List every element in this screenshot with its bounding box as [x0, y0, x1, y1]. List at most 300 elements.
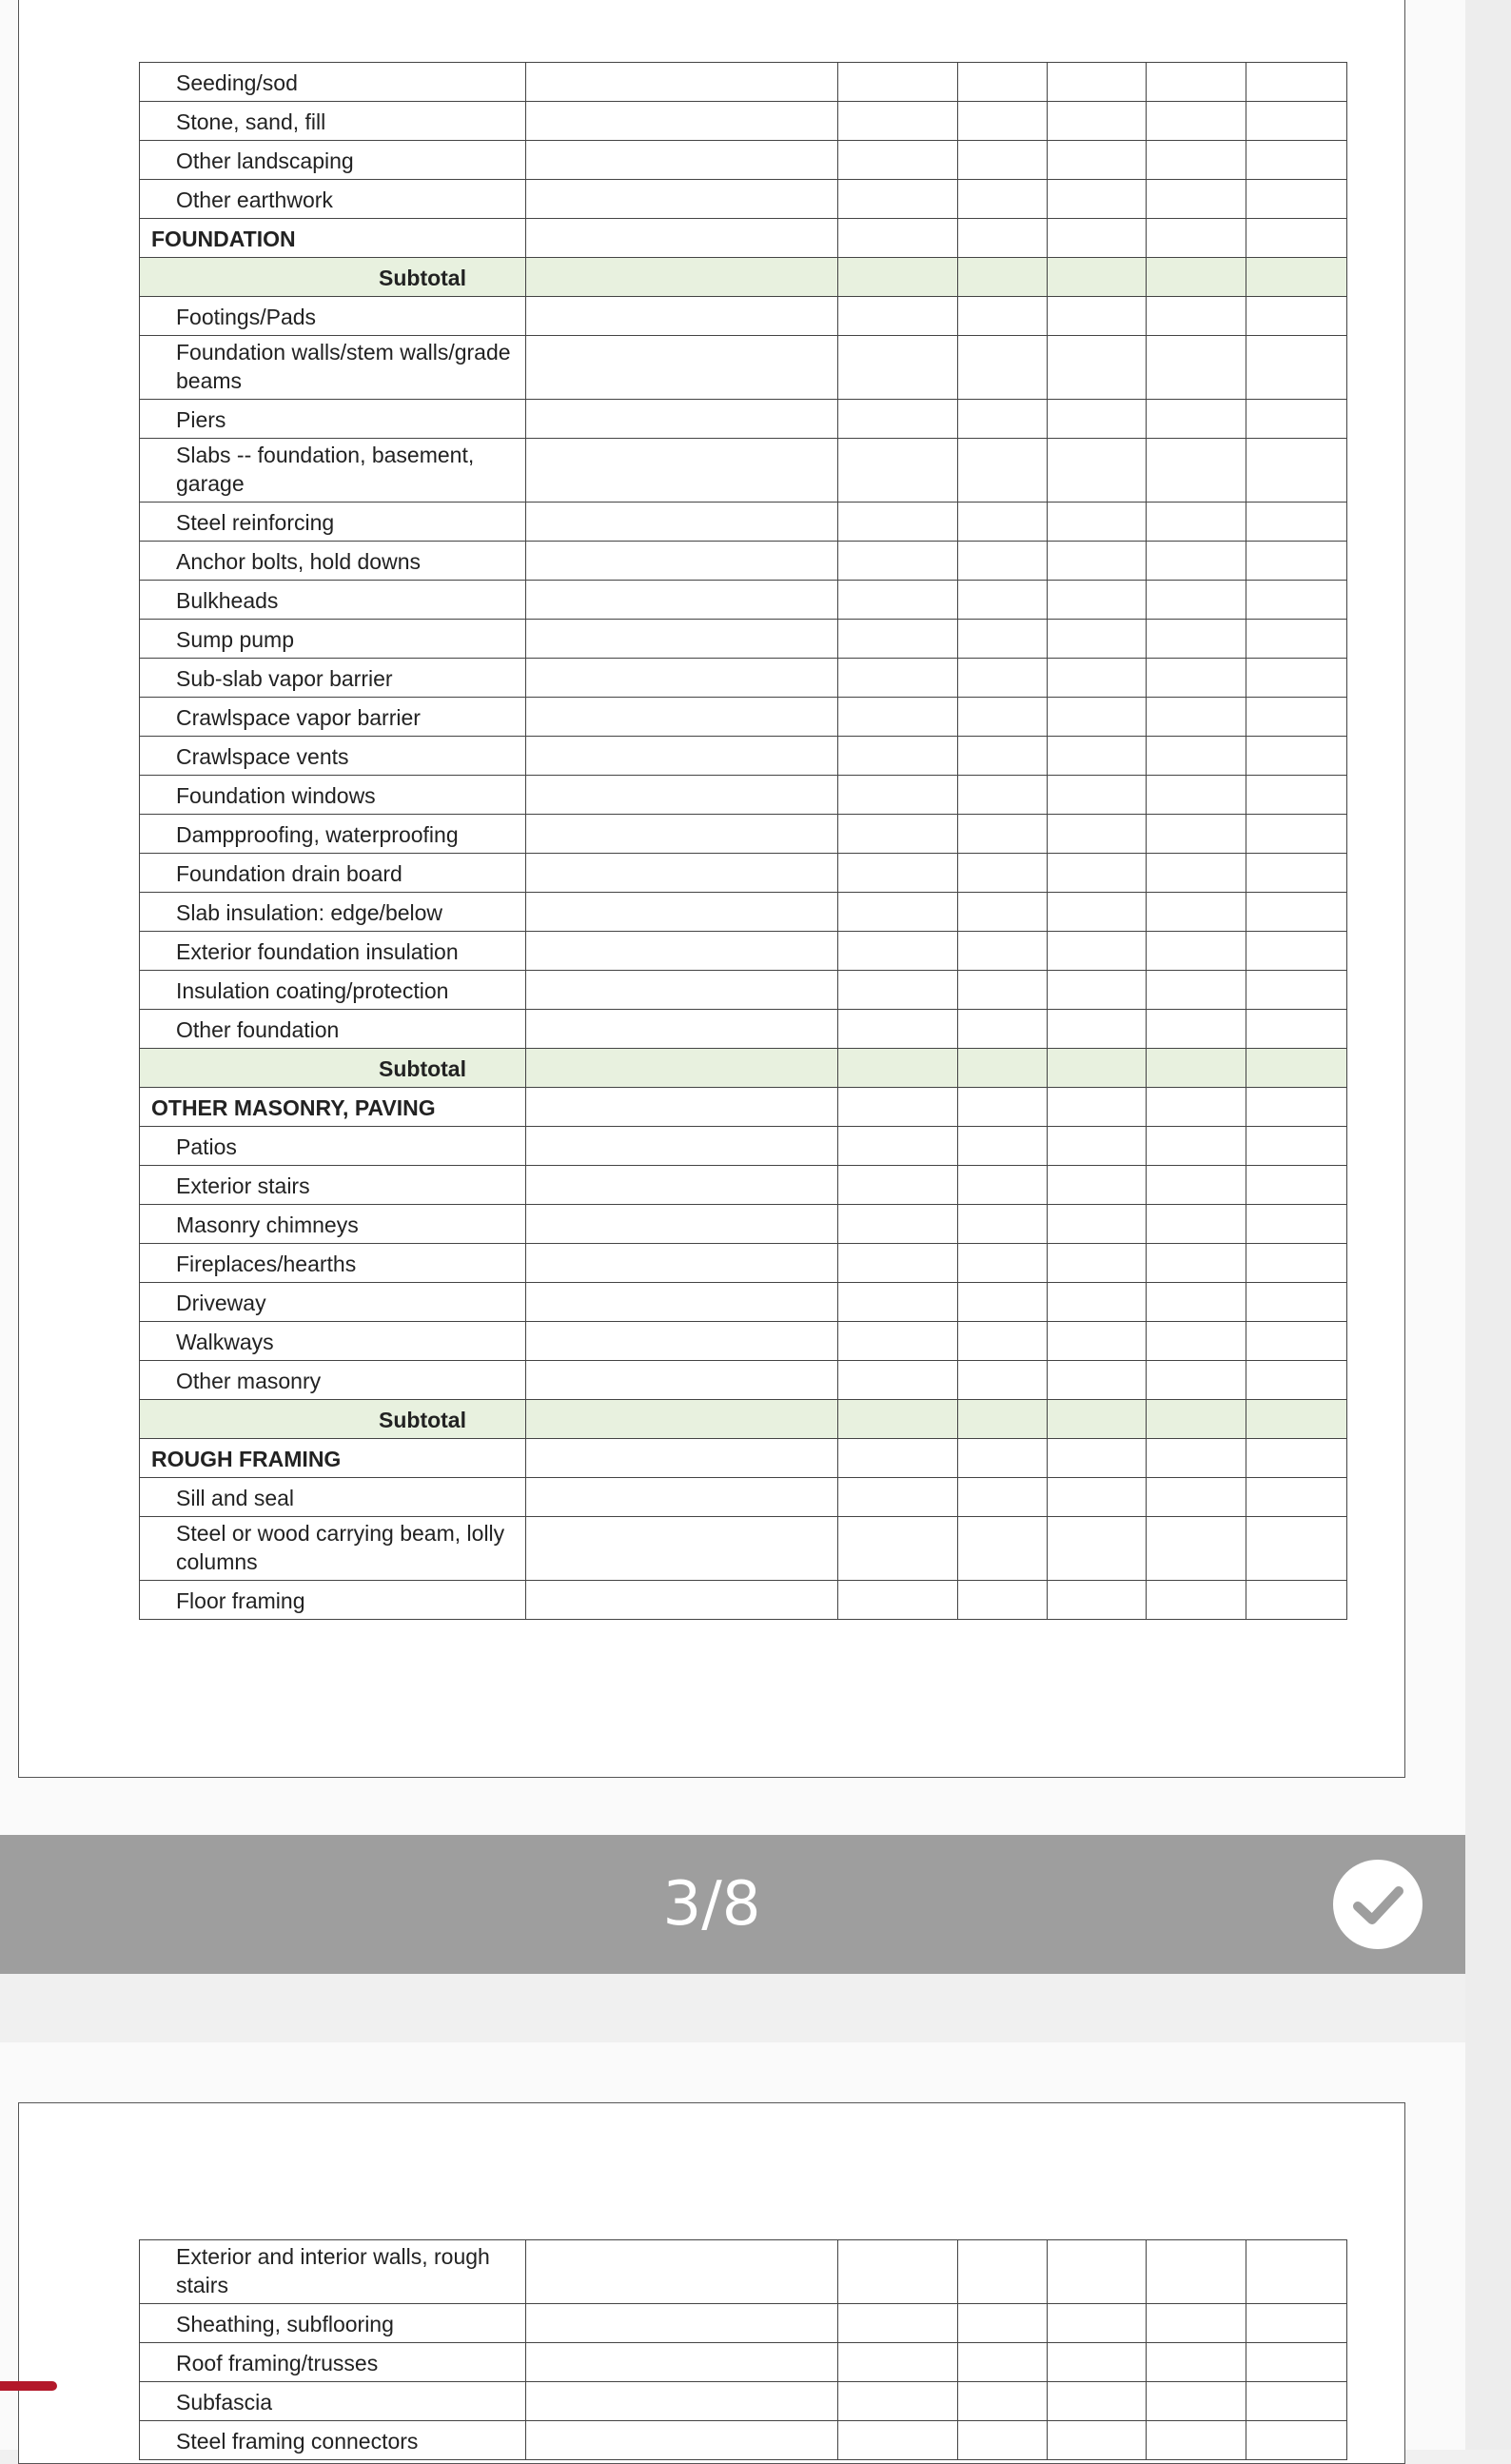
amount-cell: [958, 1010, 1048, 1049]
amount-cell: [1048, 63, 1147, 102]
amount-cell: [838, 297, 958, 336]
amount-cell: [526, 503, 838, 542]
amount-cell: [1246, 1361, 1347, 1400]
amount-cell: [1246, 815, 1347, 854]
line-item-label: Roof framing/trusses: [140, 2343, 526, 2382]
amount-cell: [838, 1439, 958, 1478]
table-row: [140, 1166, 1347, 1205]
amount-cell: [1246, 2304, 1347, 2343]
amount-cell: [526, 1439, 838, 1478]
amount-cell: [526, 1283, 838, 1322]
amount-cell: [1147, 503, 1246, 542]
amount-cell: [526, 400, 838, 439]
amount-cell: [1048, 2240, 1147, 2304]
amount-cell: [1147, 971, 1246, 1010]
amount-cell: [1147, 1361, 1246, 1400]
amount-cell: [1246, 297, 1347, 336]
amount-cell: [958, 1283, 1048, 1322]
amount-cell: [1048, 219, 1147, 258]
line-item-label: Foundation drain board: [140, 854, 526, 893]
amount-cell: [958, 1361, 1048, 1400]
amount-cell: [838, 1244, 958, 1283]
amount-cell: [958, 2382, 1048, 2421]
line-item-label: Sump pump: [140, 620, 526, 659]
amount-cell: [1048, 1205, 1147, 1244]
line-item-label: Exterior foundation insulation: [140, 932, 526, 971]
amount-cell: [1048, 180, 1147, 219]
page-gap: [0, 1974, 1465, 2042]
amount-cell: [1147, 2240, 1246, 2304]
amount-cell: [1048, 2343, 1147, 2382]
line-item-label: Bulkheads: [140, 581, 526, 620]
amount-cell: [1246, 1439, 1347, 1478]
section-header-row: [140, 1088, 1347, 1127]
amount-cell: [526, 776, 838, 815]
line-item-label: Sheathing, subflooring: [140, 2304, 526, 2343]
amount-cell: [838, 737, 958, 776]
amount-cell: [958, 2240, 1048, 2304]
amount-cell: [1048, 1244, 1147, 1283]
amount-cell: [958, 854, 1048, 893]
table-row: [140, 698, 1347, 737]
amount-cell: [1246, 503, 1347, 542]
amount-cell: [1048, 1361, 1147, 1400]
amount-cell: [1147, 141, 1246, 180]
amount-cell: [1246, 971, 1347, 1010]
amount-cell: [526, 258, 838, 297]
amount-cell: [958, 219, 1048, 258]
amount-cell: [958, 1517, 1048, 1581]
section-header-row: [140, 219, 1347, 258]
amount-cell: [1147, 297, 1246, 336]
amount-cell: [1048, 1127, 1147, 1166]
line-item-label: Sub-slab vapor barrier: [140, 659, 526, 698]
amount-cell: [958, 2343, 1048, 2382]
amount-cell: [526, 1478, 838, 1517]
amount-cell: [1246, 932, 1347, 971]
table-row: [140, 854, 1347, 893]
amount-cell: [838, 1088, 958, 1127]
amount-cell: [1147, 1322, 1246, 1361]
amount-cell: [838, 1517, 958, 1581]
amount-cell: [1048, 1581, 1147, 1620]
amount-cell: [1246, 1400, 1347, 1439]
amount-cell: [1246, 1581, 1347, 1620]
amount-cell: [1246, 1049, 1347, 1088]
table-row: [140, 1361, 1347, 1400]
amount-cell: [1048, 1283, 1147, 1322]
amount-cell: [838, 1166, 958, 1205]
amount-cell: [958, 1581, 1048, 1620]
amount-cell: [838, 776, 958, 815]
amount-cell: [838, 439, 958, 503]
amount-cell: [838, 1205, 958, 1244]
table-row: [140, 1322, 1347, 1361]
amount-cell: [1147, 63, 1246, 102]
amount-cell: [1246, 336, 1347, 400]
amount-cell: [1147, 1127, 1246, 1166]
amount-cell: [1246, 1166, 1347, 1205]
amount-cell: [1246, 893, 1347, 932]
amount-cell: [526, 893, 838, 932]
line-item-label: OTHER MASONRY, PAVING: [140, 1088, 526, 1127]
amount-cell: [1147, 258, 1246, 297]
amount-cell: [958, 1244, 1048, 1283]
line-item-label: Sill and seal: [140, 1478, 526, 1517]
amount-cell: [838, 1283, 958, 1322]
amount-cell: [1147, 854, 1246, 893]
amount-cell: [1048, 1010, 1147, 1049]
amount-cell: [1048, 1478, 1147, 1517]
amount-cell: [1048, 1439, 1147, 1478]
amount-cell: [526, 1088, 838, 1127]
amount-cell: [958, 503, 1048, 542]
line-item-label: Walkways: [140, 1322, 526, 1361]
line-item-label: Steel reinforcing: [140, 503, 526, 542]
amount-cell: [1147, 1244, 1246, 1283]
line-item-label: Slab insulation: edge/below: [140, 893, 526, 932]
amount-cell: [958, 776, 1048, 815]
amount-cell: [1246, 659, 1347, 698]
line-item-label: Masonry chimneys: [140, 1205, 526, 1244]
amount-cell: [1246, 2343, 1347, 2382]
table-row: [140, 400, 1347, 439]
amount-cell: [838, 1049, 958, 1088]
amount-cell: [1246, 2240, 1347, 2304]
amount-cell: [526, 659, 838, 698]
table-row: [140, 815, 1347, 854]
table-row: [140, 737, 1347, 776]
amount-cell: [1048, 581, 1147, 620]
page-counter: 3/8: [662, 1869, 761, 1940]
amount-cell: [1147, 737, 1246, 776]
amount-cell: [1147, 1088, 1246, 1127]
amount-cell: [1147, 620, 1246, 659]
table-row: [140, 180, 1347, 219]
table-row: [140, 1581, 1347, 1620]
table-row: [140, 1283, 1347, 1322]
amount-cell: [1246, 2421, 1347, 2460]
table-row: [140, 2421, 1347, 2460]
amount-cell: [838, 815, 958, 854]
table-row: [140, 620, 1347, 659]
table-row: [140, 1010, 1347, 1049]
amount-cell: [1048, 971, 1147, 1010]
amount-cell: [1048, 439, 1147, 503]
section-header-row: [140, 1439, 1347, 1478]
amount-cell: [1147, 776, 1246, 815]
amount-cell: [1048, 2421, 1147, 2460]
amount-cell: [1147, 1400, 1246, 1439]
amount-cell: [838, 2382, 958, 2421]
amount-cell: [1147, 400, 1246, 439]
line-item-label: Subtotal: [140, 258, 526, 297]
amount-cell: [1246, 1283, 1347, 1322]
cost-estimate-table: [139, 62, 1347, 1620]
table-row: [140, 893, 1347, 932]
amount-cell: [526, 2304, 838, 2343]
table-row: [140, 581, 1347, 620]
amount-cell: [526, 1244, 838, 1283]
amount-cell: [1246, 2382, 1347, 2421]
amount-cell: [526, 102, 838, 141]
table-row: [140, 336, 1347, 400]
amount-cell: [526, 141, 838, 180]
amount-cell: [838, 620, 958, 659]
amount-cell: [958, 1400, 1048, 1439]
amount-cell: [958, 400, 1048, 439]
amount-cell: [526, 2421, 838, 2460]
amount-cell: [838, 400, 958, 439]
table-row: [140, 102, 1347, 141]
amount-cell: [838, 219, 958, 258]
amount-cell: [838, 854, 958, 893]
page-indicator-bar: [0, 1835, 1465, 1974]
amount-cell: [838, 2421, 958, 2460]
amount-cell: [1147, 932, 1246, 971]
amount-cell: [838, 2240, 958, 2304]
amount-cell: [838, 102, 958, 141]
amount-cell: [1147, 581, 1246, 620]
amount-cell: [1246, 63, 1347, 102]
amount-cell: [1147, 1517, 1246, 1581]
amount-cell: [1048, 2304, 1147, 2343]
amount-cell: [1147, 180, 1246, 219]
amount-cell: [526, 737, 838, 776]
amount-cell: [958, 439, 1048, 503]
amount-cell: [1048, 776, 1147, 815]
line-item-label: Steel framing connectors: [140, 2421, 526, 2460]
amount-cell: [526, 439, 838, 503]
confirm-button[interactable]: [1333, 1860, 1423, 1949]
amount-cell: [1147, 1581, 1246, 1620]
line-item-label: Stone, sand, fill: [140, 102, 526, 141]
amount-cell: [1147, 439, 1246, 503]
table-row: [140, 2304, 1347, 2343]
amount-cell: [526, 2382, 838, 2421]
amount-cell: [1246, 102, 1347, 141]
line-item-label: ROUGH FRAMING: [140, 1439, 526, 1478]
amount-cell: [1048, 932, 1147, 971]
amount-cell: [1147, 1283, 1246, 1322]
table-row: [140, 1478, 1347, 1517]
line-item-label: Piers: [140, 400, 526, 439]
amount-cell: [1147, 219, 1246, 258]
amount-cell: [526, 698, 838, 737]
amount-cell: [838, 1322, 958, 1361]
table-row: [140, 2240, 1347, 2304]
amount-cell: [526, 1127, 838, 1166]
table-row: [140, 1127, 1347, 1166]
amount-cell: [1147, 542, 1246, 581]
amount-cell: [1147, 1439, 1246, 1478]
amount-cell: [1147, 2343, 1246, 2382]
amount-cell: [526, 1049, 838, 1088]
amount-cell: [1147, 1166, 1246, 1205]
amount-cell: [526, 297, 838, 336]
table-row: [140, 971, 1347, 1010]
checkmark-icon: [1333, 1860, 1423, 1949]
table-row: [140, 439, 1347, 503]
amount-cell: [1246, 258, 1347, 297]
line-item-label: Foundation walls/stem walls/grade beams: [140, 336, 526, 400]
amount-cell: [838, 1010, 958, 1049]
amount-cell: [838, 971, 958, 1010]
amount-cell: [838, 1478, 958, 1517]
amount-cell: [526, 932, 838, 971]
table-row: [140, 776, 1347, 815]
amount-cell: [1147, 1205, 1246, 1244]
table-row: [140, 542, 1347, 581]
amount-cell: [838, 1361, 958, 1400]
line-item-label: Other foundation: [140, 1010, 526, 1049]
subtotal-row: [140, 258, 1347, 297]
amount-cell: [526, 219, 838, 258]
amount-cell: [1246, 1010, 1347, 1049]
amount-cell: [526, 815, 838, 854]
table-row: [140, 63, 1347, 102]
amount-cell: [958, 1439, 1048, 1478]
amount-cell: [1048, 893, 1147, 932]
amount-cell: [526, 2240, 838, 2304]
amount-cell: [1048, 542, 1147, 581]
table-row: [140, 1244, 1347, 1283]
amount-cell: [958, 1088, 1048, 1127]
amount-cell: [1246, 1244, 1347, 1283]
amount-cell: [958, 698, 1048, 737]
amount-cell: [1048, 258, 1147, 297]
amount-cell: [1048, 620, 1147, 659]
amount-cell: [958, 336, 1048, 400]
line-item-label: Patios: [140, 1127, 526, 1166]
table-row: [140, 141, 1347, 180]
line-item-label: FOUNDATION: [140, 219, 526, 258]
amount-cell: [526, 581, 838, 620]
line-item-label: Subtotal: [140, 1400, 526, 1439]
amount-cell: [958, 2421, 1048, 2460]
line-item-label: Seeding/sod: [140, 63, 526, 102]
amount-cell: [958, 815, 1048, 854]
amount-cell: [958, 1205, 1048, 1244]
amount-cell: [958, 1049, 1048, 1088]
amount-cell: [1147, 893, 1246, 932]
table-row: [140, 1205, 1347, 1244]
amount-cell: [1048, 737, 1147, 776]
annotation-mark: [0, 2381, 57, 2391]
amount-cell: [958, 180, 1048, 219]
line-item-label: Exterior stairs: [140, 1166, 526, 1205]
amount-cell: [958, 659, 1048, 698]
amount-cell: [526, 971, 838, 1010]
line-item-label: Other earthwork: [140, 180, 526, 219]
amount-cell: [958, 620, 1048, 659]
document-page-4: [0, 2042, 1465, 2454]
line-item-label: Slabs -- foundation, basement, garage: [140, 439, 526, 503]
amount-cell: [526, 63, 838, 102]
amount-cell: [958, 1322, 1048, 1361]
amount-cell: [1246, 776, 1347, 815]
amount-cell: [1048, 1517, 1147, 1581]
amount-cell: [1147, 1478, 1246, 1517]
amount-cell: [526, 180, 838, 219]
amount-cell: [1246, 400, 1347, 439]
amount-cell: [1048, 1322, 1147, 1361]
cost-estimate-table-continued: [139, 2239, 1347, 2460]
amount-cell: [1048, 297, 1147, 336]
line-item-label: Other landscaping: [140, 141, 526, 180]
line-item-label: Fireplaces/hearths: [140, 1244, 526, 1283]
amount-cell: [1048, 102, 1147, 141]
amount-cell: [838, 581, 958, 620]
table-row: [140, 2343, 1347, 2382]
amount-cell: [1048, 698, 1147, 737]
table-row: [140, 932, 1347, 971]
amount-cell: [1246, 737, 1347, 776]
line-item-label: Foundation windows: [140, 776, 526, 815]
amount-cell: [1147, 2382, 1246, 2421]
amount-cell: [1147, 102, 1246, 141]
amount-cell: [958, 1478, 1048, 1517]
amount-cell: [1048, 1400, 1147, 1439]
amount-cell: [958, 258, 1048, 297]
line-item-label: Dampproofing, waterproofing: [140, 815, 526, 854]
amount-cell: [526, 542, 838, 581]
line-item-label: Crawlspace vents: [140, 737, 526, 776]
amount-cell: [958, 932, 1048, 971]
table-row: [140, 2382, 1347, 2421]
amount-cell: [1048, 1166, 1147, 1205]
amount-cell: [838, 2343, 958, 2382]
line-item-label: Footings/Pads: [140, 297, 526, 336]
amount-cell: [1246, 542, 1347, 581]
amount-cell: [1246, 581, 1347, 620]
amount-cell: [1048, 336, 1147, 400]
amount-cell: [838, 180, 958, 219]
amount-cell: [838, 698, 958, 737]
amount-cell: [1246, 1322, 1347, 1361]
amount-cell: [1246, 1127, 1347, 1166]
amount-cell: [1147, 698, 1246, 737]
line-item-label: Crawlspace vapor barrier: [140, 698, 526, 737]
amount-cell: [958, 2304, 1048, 2343]
amount-cell: [838, 1581, 958, 1620]
amount-cell: [838, 336, 958, 400]
amount-cell: [838, 542, 958, 581]
amount-cell: [1147, 1010, 1246, 1049]
amount-cell: [1147, 815, 1246, 854]
amount-cell: [526, 1322, 838, 1361]
amount-cell: [838, 503, 958, 542]
amount-cell: [526, 1581, 838, 1620]
amount-cell: [526, 1361, 838, 1400]
line-item-label: Exterior and interior walls, rough stairs: [140, 2240, 526, 2304]
amount-cell: [958, 1166, 1048, 1205]
line-item-label: Subtotal: [140, 1049, 526, 1088]
table-row: [140, 297, 1347, 336]
amount-cell: [958, 102, 1048, 141]
table-row: [140, 1517, 1347, 1581]
amount-cell: [1246, 620, 1347, 659]
amount-cell: [1246, 219, 1347, 258]
amount-cell: [1246, 698, 1347, 737]
amount-cell: [958, 971, 1048, 1010]
amount-cell: [838, 141, 958, 180]
subtotal-row: [140, 1049, 1347, 1088]
amount-cell: [958, 542, 1048, 581]
amount-cell: [958, 297, 1048, 336]
line-item-label: Anchor bolts, hold downs: [140, 542, 526, 581]
table-row: [140, 659, 1347, 698]
